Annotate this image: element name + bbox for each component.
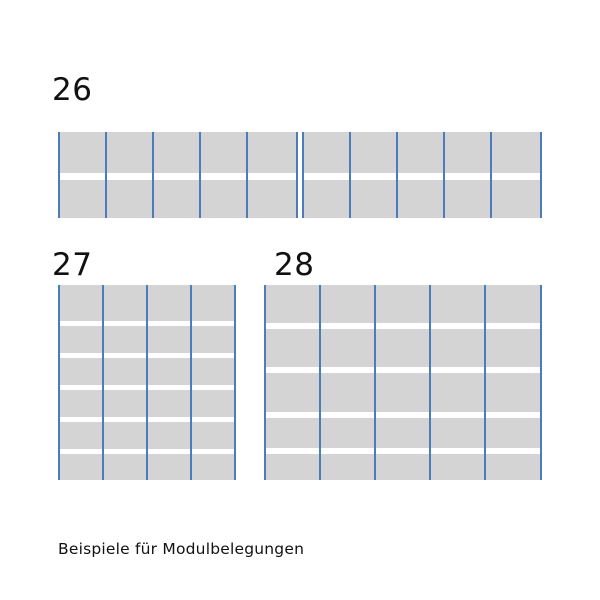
- module-grid-line-vertical: [540, 285, 542, 480]
- module-grid-line-vertical: [540, 132, 542, 218]
- module-grid-line-vertical: [374, 285, 376, 480]
- module-grid-line-vertical: [234, 285, 236, 480]
- module-grid-line-vertical: [102, 285, 104, 480]
- module-row-gap: [264, 323, 542, 329]
- module-grid-line-vertical: [302, 132, 304, 218]
- module-row-gap: [264, 367, 542, 373]
- figure-label-27: 27: [52, 247, 93, 283]
- module-grid-line-vertical: [199, 132, 201, 218]
- module-grid-line-vertical: [349, 132, 351, 218]
- module-row-gap: [58, 173, 298, 180]
- module-grid-line-vertical: [264, 285, 266, 480]
- module-grid-line-vertical: [429, 285, 431, 480]
- module-grid-line-vertical: [58, 285, 60, 480]
- module-grid-line-vertical: [152, 132, 154, 218]
- figure-label-26: 26: [52, 72, 93, 108]
- module-row-gap: [302, 173, 542, 180]
- module-grid-line-vertical: [396, 132, 398, 218]
- module-grid-line-vertical: [319, 285, 321, 480]
- module-grid-line-vertical: [58, 132, 60, 218]
- module-grid-line-vertical: [484, 285, 486, 480]
- figure-label-28: 28: [274, 247, 315, 283]
- module-grid-line-vertical: [105, 132, 107, 218]
- module-grid-line-vertical: [190, 285, 192, 480]
- module-grid-line-vertical: [490, 132, 492, 218]
- module-grid-line-vertical: [246, 132, 248, 218]
- module-grid-line-vertical: [146, 285, 148, 480]
- module-row-gap: [264, 448, 542, 454]
- figure-caption: Beispiele für Modulbelegungen: [58, 540, 305, 558]
- module-row-gap: [264, 412, 542, 418]
- module-grid-line-vertical: [443, 132, 445, 218]
- module-grid-line-vertical: [296, 132, 298, 218]
